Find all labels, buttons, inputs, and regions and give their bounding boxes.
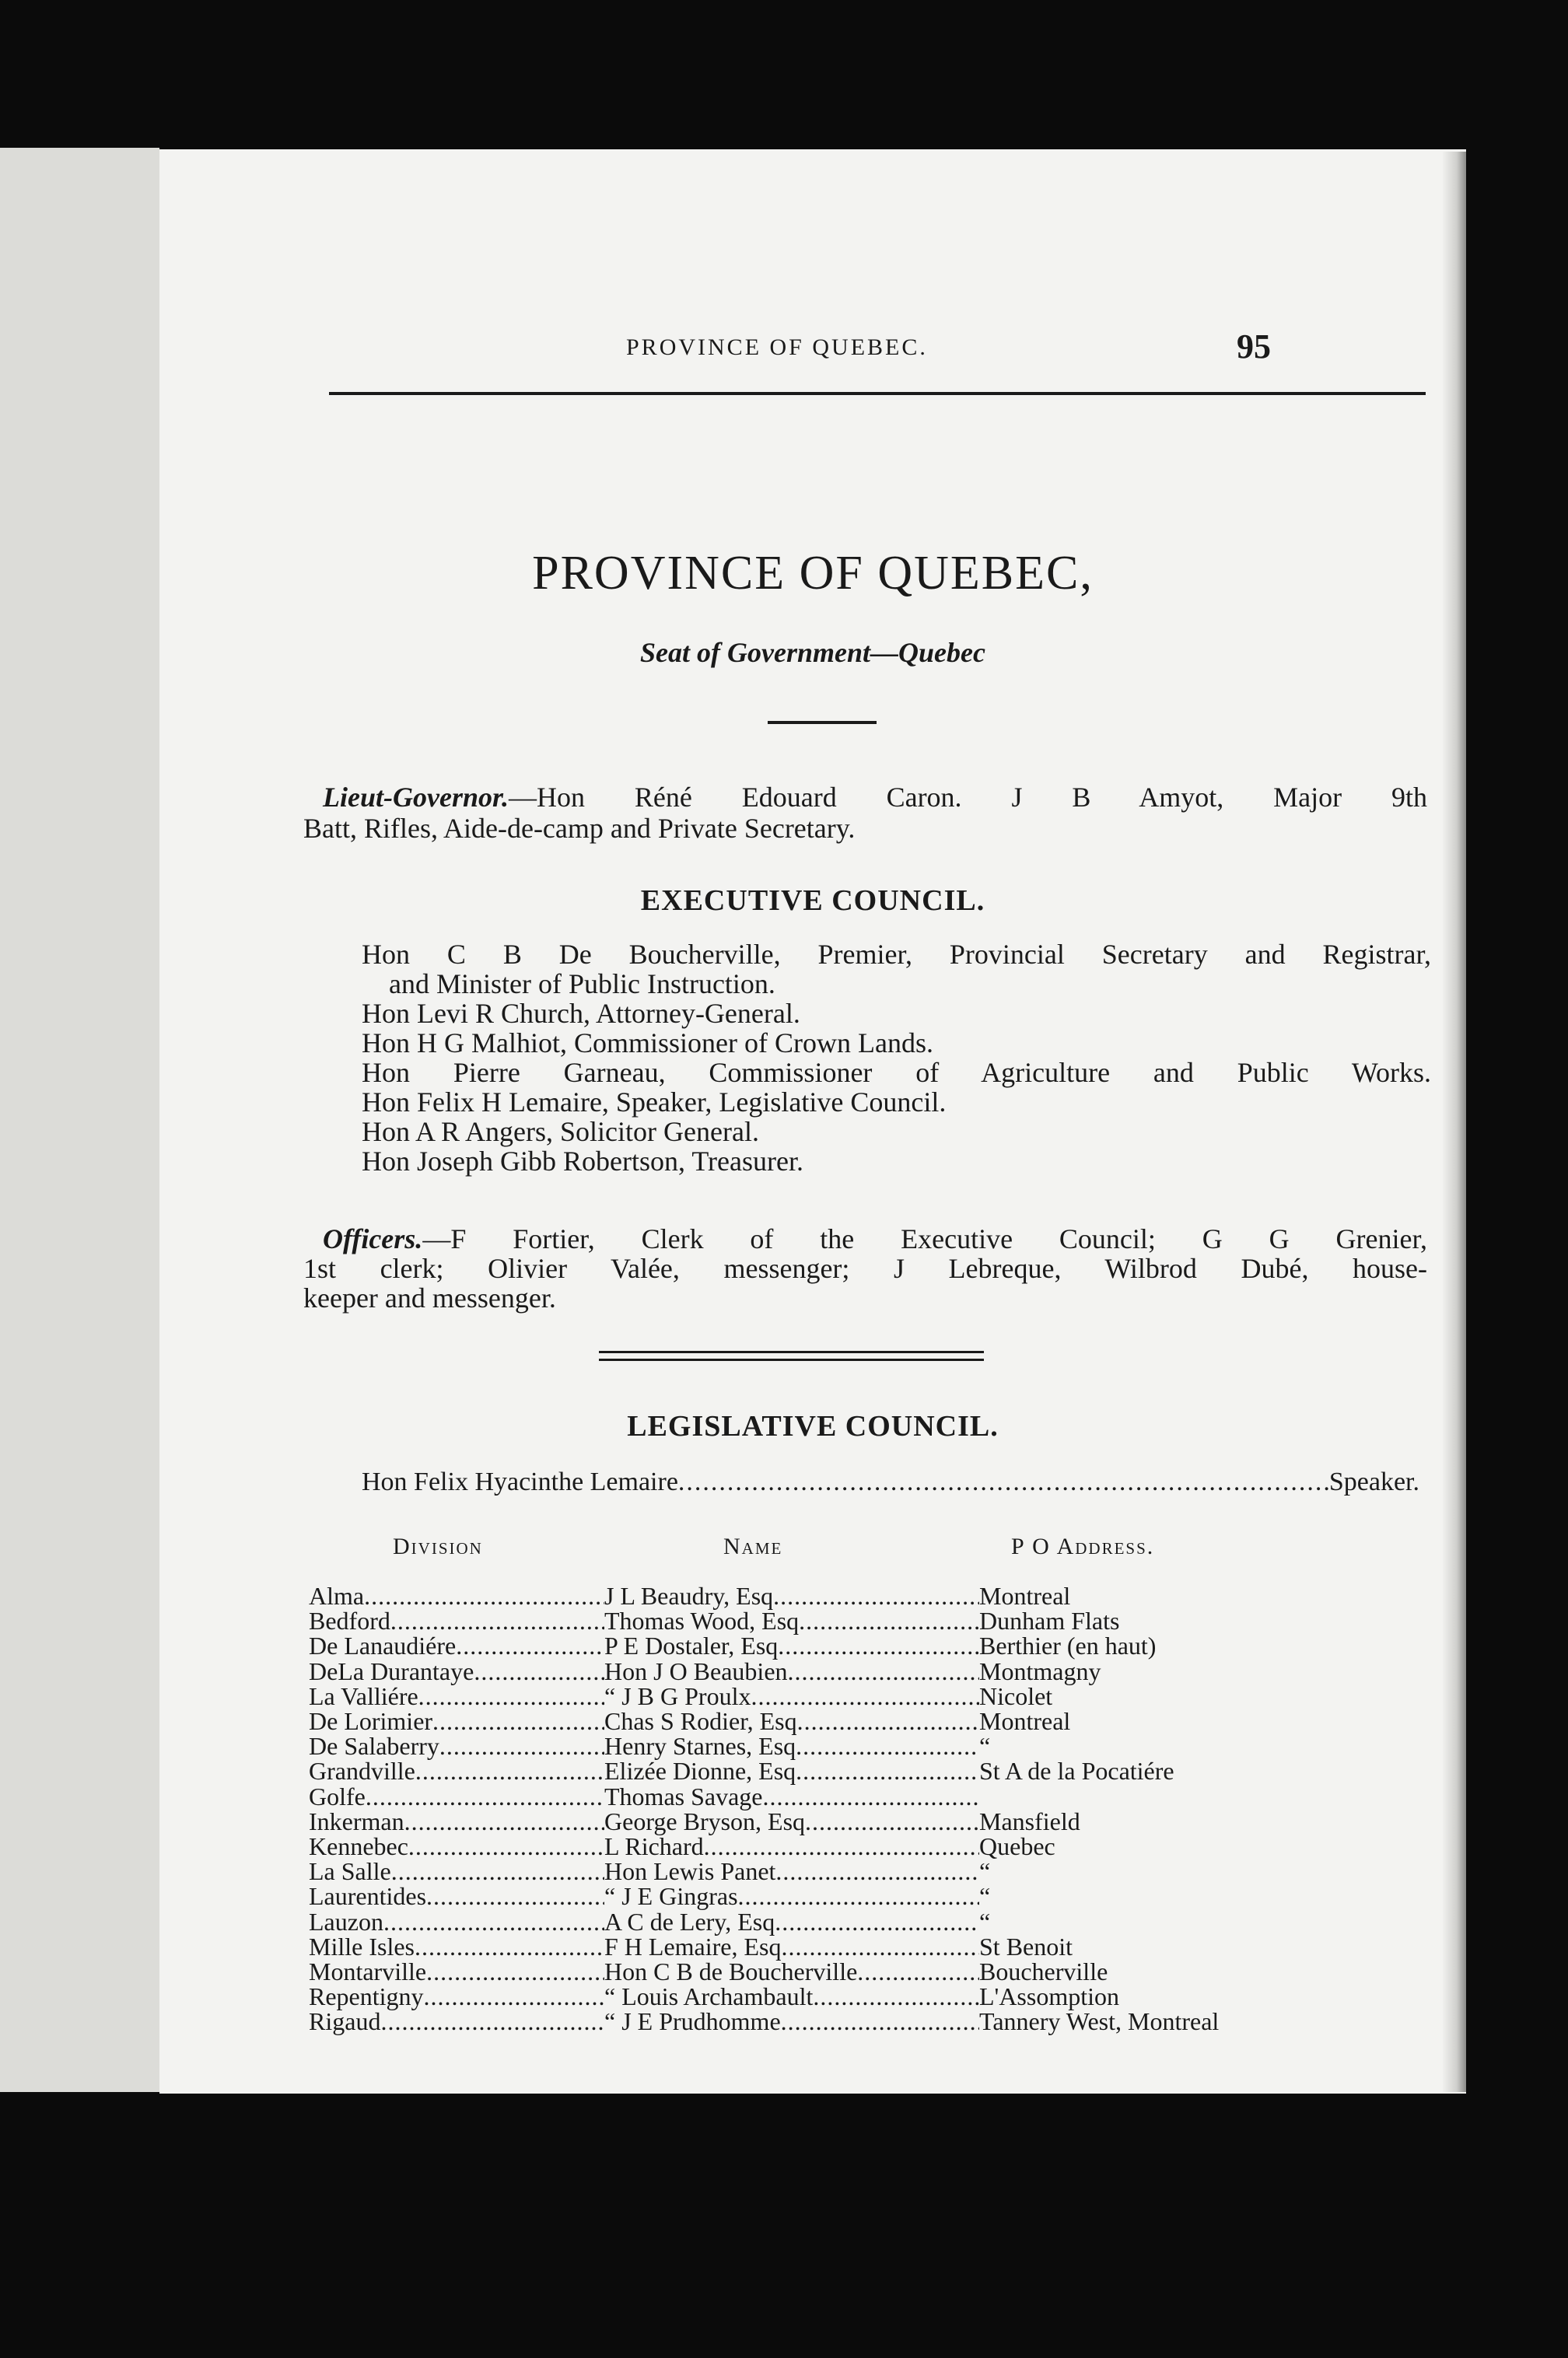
exec-member-1: Hon C B De Boucherville, Premier, Provincial Secretary and Registrar, xyxy=(362,939,1431,970)
leader-dots xyxy=(415,1757,604,1786)
document-page xyxy=(159,149,1466,2094)
speaker-role: Speaker. xyxy=(1328,1468,1419,1496)
address-cell-text: Boucherville xyxy=(979,1957,1108,1985)
exec-member-5: Hon Felix H Lemaire, Speaker, Legislative Council. xyxy=(362,1086,947,1118)
division-cell-text: Rigaud xyxy=(309,2007,381,2035)
division-cell-text: Grandville xyxy=(309,1757,415,1785)
speaker-line xyxy=(362,1468,1419,1497)
address-cell-text: Montmagny xyxy=(979,1657,1101,1685)
address-cell-text: Quebec xyxy=(979,1832,1055,1860)
name-cell-text: “ Louis Archambault xyxy=(604,1982,814,2010)
division-cell-text: Repentigny xyxy=(309,1982,424,2010)
address-cell-text: St A de la Pocatiére xyxy=(979,1757,1174,1785)
division-cell-text: Alma xyxy=(309,1582,365,1610)
name-cell xyxy=(604,1757,979,1786)
name-cell-text: Hon Lewis Panet xyxy=(604,1857,776,1885)
division-cell-text: Laurentides xyxy=(309,1882,427,1910)
address-cell-text: “ xyxy=(979,1857,991,1885)
lieut-governor-line1 xyxy=(323,781,1427,813)
name-cell xyxy=(604,1632,979,1660)
division-cell-text: Kennebec xyxy=(309,1832,408,1860)
name-cell-text: L Richard xyxy=(604,1832,704,1860)
page-subtitle: Seat of Government—Quebec xyxy=(640,637,985,668)
officers-line2: 1st clerk; Olivier Valée, messenger; J Lebreque, Wilbrod Dubé, house- xyxy=(303,1253,1427,1284)
division-cell-text: De Lorimier xyxy=(309,1707,433,1735)
division-cell xyxy=(309,2007,604,2036)
address-cell-text: Montreal xyxy=(979,1582,1071,1610)
address-cell xyxy=(979,1757,1306,1786)
name-cell xyxy=(604,2007,979,2036)
legislative-council-heading: LEGISLATIVE COUNCIL. xyxy=(627,1410,999,1443)
leader-dots xyxy=(380,2007,604,2036)
leader-dots xyxy=(456,1632,604,1660)
address-cell-text: “ xyxy=(979,1732,991,1760)
leader-dots xyxy=(738,1882,979,1911)
officers-line1 xyxy=(323,1223,1427,1255)
name-cell-text: Chas S Rodier, Esq xyxy=(604,1707,797,1735)
name-cell-text: “ J B G Proulx xyxy=(604,1682,751,1710)
speaker-name: Hon Felix Hyacinthe Lemaire xyxy=(362,1468,678,1496)
address-cell-text: “ xyxy=(979,1882,991,1910)
division-cell xyxy=(309,1882,604,1911)
division-cell-text: Lauzon xyxy=(309,1908,383,1936)
division-cell xyxy=(309,1632,604,1660)
division-cell-text: La Salle xyxy=(309,1857,391,1885)
division-cell-text: Montarville xyxy=(309,1957,427,1985)
page-title: PROVINCE OF QUEBEC, xyxy=(532,547,1094,600)
leader-dots xyxy=(778,1632,979,1660)
short-rule xyxy=(768,721,877,724)
name-cell-text: Henry Starnes, Esq xyxy=(604,1732,796,1760)
leader-dots xyxy=(426,1882,604,1911)
lieut-governor-lead: Lieut-Governor. xyxy=(323,782,509,813)
name-cell-text: “ J E Prudhomme xyxy=(604,2007,781,2035)
name-cell-text: Elizée Dionne, Esq xyxy=(604,1757,796,1785)
address-cell-text: L'Assomption xyxy=(979,1982,1119,2010)
address-cell xyxy=(979,1882,1306,1911)
address-cell-text: Nicolet xyxy=(979,1682,1053,1710)
running-head: PROVINCE OF QUEBEC. xyxy=(626,334,928,360)
exec-member-7: Hon Joseph Gibb Robertson, Treasurer. xyxy=(362,1146,803,1177)
header-rule xyxy=(329,392,1426,395)
name-cell-text: Hon C B de Boucherville xyxy=(604,1957,858,1985)
officers-line3: keeper and messenger. xyxy=(303,1282,556,1314)
name-cell-text: George Bryson, Esq xyxy=(604,1807,806,1835)
speaker-leader-dots xyxy=(678,1468,1329,1497)
division-cell-text: La Valliére xyxy=(309,1682,418,1710)
lieut-governor-text: —Hon Réné Edouard Caron. J B Amyot, Major 9th xyxy=(509,782,1427,813)
page-number: 95 xyxy=(1237,327,1271,366)
name-cell-text: F H Lemaire, Esq xyxy=(604,1933,782,1961)
address-cell xyxy=(979,2007,1306,2036)
double-rule-top xyxy=(599,1351,984,1353)
exec-member-1-cont: and Minister of Public Instruction. xyxy=(389,968,775,999)
address-cell-text: Montreal xyxy=(979,1707,1071,1735)
double-rule-bottom xyxy=(599,1359,984,1361)
officers-text: —F Fortier, Clerk of the Executive Council; G G Grenier, xyxy=(422,1223,1427,1254)
underlying-page xyxy=(0,148,159,2092)
leader-dots xyxy=(781,2007,979,2036)
exec-member-2: Hon Levi R Church, Attorney-General. xyxy=(362,998,800,1029)
division-cell-text: Inkerman xyxy=(309,1807,404,1835)
lieut-governor-line2: Batt, Rifles, Aide-de-camp and Private Secretary. xyxy=(303,813,856,844)
division-cell xyxy=(309,1757,604,1786)
name-cell-text: Hon J O Beaubien xyxy=(604,1657,788,1685)
name-cell-text: P E Dostaler, Esq xyxy=(604,1632,779,1660)
exec-member-6: Hon A R Angers, Solicitor General. xyxy=(362,1116,759,1147)
page-edge xyxy=(1443,152,1466,2092)
name-cell-text: Thomas Wood, Esq xyxy=(604,1607,800,1635)
exec-member-4: Hon Pierre Garneau, Commissioner of Agriculture and Public Works. xyxy=(362,1057,1431,1088)
division-cell-text: Bedford xyxy=(309,1607,390,1635)
name-cell-text: A C de Lery, Esq xyxy=(604,1908,775,1936)
name-cell-text: J L Beaudry, Esq xyxy=(604,1582,774,1610)
column-header-address: P O Address. xyxy=(1011,1534,1155,1559)
address-cell-text: Dunham Flats xyxy=(979,1607,1120,1635)
name-cell xyxy=(604,1882,979,1911)
division-cell-text: Golfe xyxy=(309,1782,366,1810)
division-cell-text: Mille Isles xyxy=(309,1933,415,1961)
address-cell xyxy=(979,1632,1306,1660)
address-cell-text: “ xyxy=(979,1908,991,1936)
address-cell-text: Mansfield xyxy=(979,1807,1080,1835)
column-header-division: Division xyxy=(393,1534,483,1559)
executive-council-heading: EXECUTIVE COUNCIL. xyxy=(640,884,985,917)
address-cell-text: Tannery West, Montreal xyxy=(979,2007,1220,2035)
name-cell-text: “ J E Gingras xyxy=(604,1882,738,1910)
column-header-name: Name xyxy=(723,1534,783,1559)
division-cell-text: De Salaberry xyxy=(309,1732,439,1760)
address-cell-text: St Benoit xyxy=(979,1933,1073,1961)
division-cell-text: DeLa Durantaye xyxy=(309,1657,474,1685)
address-cell-text: Berthier (en haut) xyxy=(979,1632,1157,1660)
leader-dots xyxy=(796,1757,979,1786)
officers-lead: Officers. xyxy=(323,1223,423,1254)
division-cell-text: De Lanaudiére xyxy=(309,1632,457,1660)
exec-member-3: Hon H G Malhiot, Commissioner of Crown Lands. xyxy=(362,1027,933,1058)
name-cell-text: Thomas Savage xyxy=(604,1782,763,1810)
